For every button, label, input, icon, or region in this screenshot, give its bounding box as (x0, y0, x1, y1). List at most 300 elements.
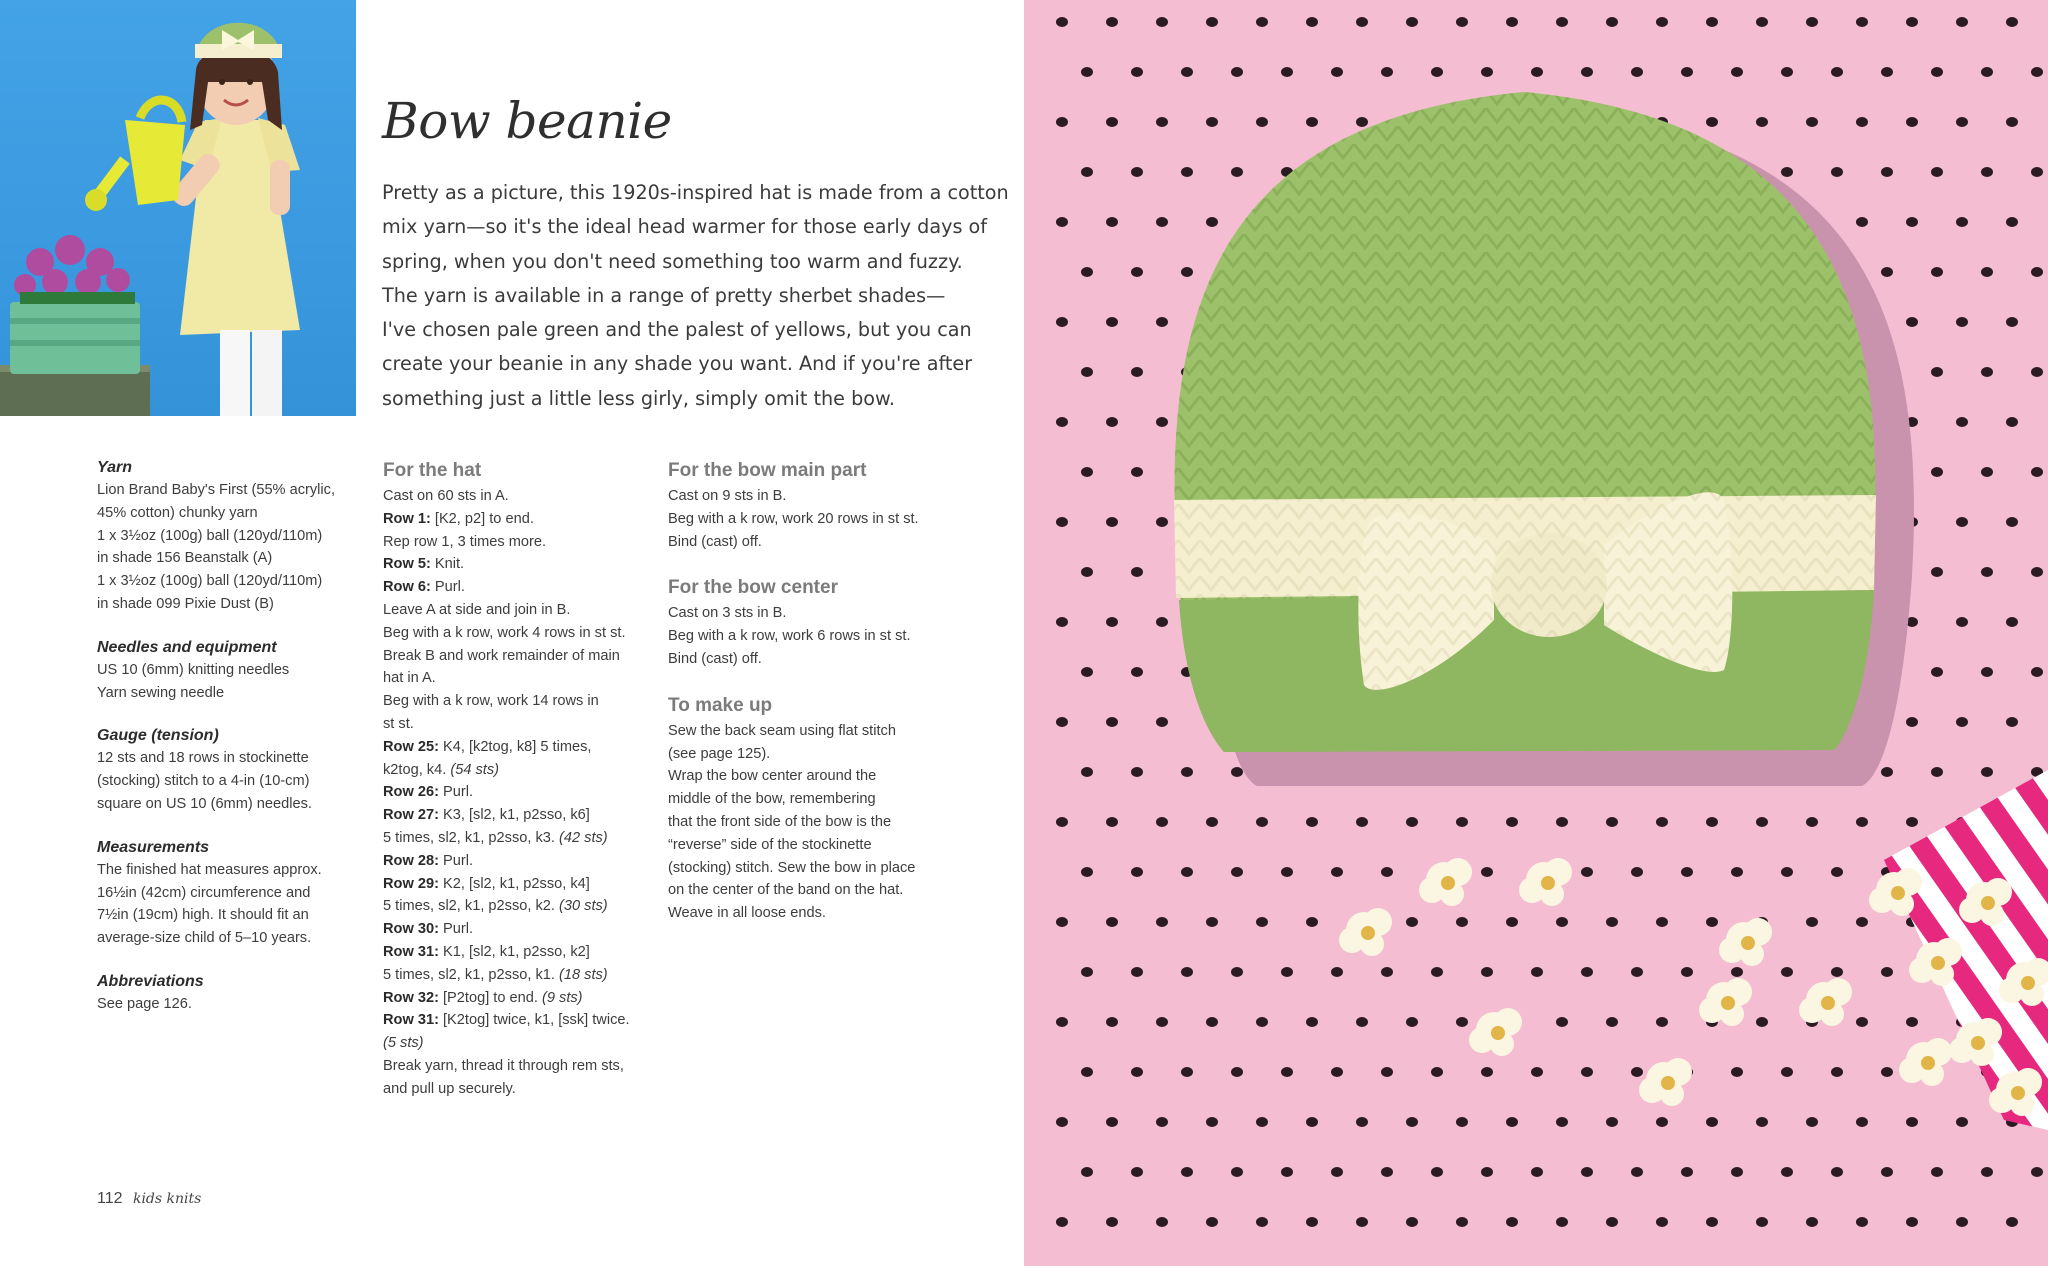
peg-hole (1506, 17, 1518, 27)
peg-hole (1206, 1117, 1218, 1127)
peg-hole (1156, 517, 1168, 527)
peg-hole (1581, 67, 1593, 77)
peg-hole (1081, 467, 1093, 477)
peg-hole (1081, 1167, 1093, 1177)
peg-hole (1906, 217, 1918, 227)
peg-hole (1756, 117, 1768, 127)
measurements-heading: Measurements (97, 838, 210, 856)
hat-instruction-line (383, 599, 648, 622)
hat-instruction-line (383, 1032, 648, 1055)
hat-instruction-line (383, 485, 648, 508)
peg-hole (1556, 1117, 1568, 1127)
intro-line: The yarn is available in a range of pretty sherbet shades— (382, 283, 946, 307)
popcorn-kernel (1469, 1008, 1522, 1056)
measurements-line: 16½in (42cm) circumference and (97, 884, 311, 901)
peg-hole (1281, 1167, 1293, 1177)
materials-column (97, 457, 347, 1037)
gauge-line: square on US 10 (6mm) needles. (97, 795, 312, 812)
peg-hole (1906, 317, 1918, 327)
beanie-photo (1024, 0, 2048, 1266)
peg-hole (1956, 17, 1968, 27)
peg-hole (1506, 1217, 1518, 1227)
peg-hole (1081, 67, 1093, 77)
peg-hole (1756, 1117, 1768, 1127)
row-text: Purl. (438, 784, 474, 801)
peg-hole (1981, 767, 1993, 777)
yarn-line: Lion Brand Baby's First (55% acrylic, (97, 482, 335, 498)
peg-hole (1756, 817, 1768, 827)
peg-hole (1856, 1117, 1868, 1127)
yarn-line: 45% cotton) chunky yarn (97, 504, 258, 521)
page-title: Bow beanie (382, 92, 672, 150)
bow-center-heading: For the bow center (668, 577, 838, 599)
yarn-line: in shade 099 Pixie Dust (B) (97, 595, 274, 612)
peg-hole (1956, 1117, 1968, 1127)
peg-hole (1531, 967, 1543, 977)
hat-instruction-line (383, 964, 648, 987)
peg-hole (1731, 967, 1743, 977)
peg-hole (1606, 817, 1618, 827)
make-up-line: middle of the bow, remembering (668, 791, 876, 808)
peg-hole (1906, 1117, 1918, 1127)
peg-hole (1131, 467, 1143, 477)
hat-instruction-line (383, 918, 648, 941)
peg-hole (1631, 1167, 1643, 1177)
gauge-line: 12 sts and 18 rows in stockinette (97, 750, 309, 767)
peg-hole (1581, 1167, 1593, 1177)
peg-hole (1056, 517, 1068, 527)
peg-hole (1331, 1167, 1343, 1177)
peg-hole (1106, 417, 1118, 427)
gauge-heading: Gauge (tension) (97, 727, 219, 745)
stitch-count: (42 sts) (559, 829, 608, 846)
peg-hole (1931, 767, 1943, 777)
peg-hole (2006, 17, 2018, 27)
measurements-line: average-size child of 5–10 years. (97, 930, 312, 947)
peg-hole (1056, 417, 1068, 427)
row-text: st st. (383, 715, 414, 732)
row-text: Knit. (430, 556, 465, 573)
peg-hole (1081, 567, 1093, 577)
peg-hole (1981, 467, 1993, 477)
peg-hole (1356, 117, 1368, 127)
peg-hole (1256, 1217, 1268, 1227)
peg-hole (1681, 967, 1693, 977)
peg-hole (1731, 1067, 1743, 1077)
peg-hole (1931, 667, 1943, 677)
peg-hole (1131, 567, 1143, 577)
peg-hole (1781, 1167, 1793, 1177)
abbreviations-heading: Abbreviations (97, 972, 204, 990)
peg-hole (1106, 717, 1118, 727)
peg-hole (1906, 117, 1918, 127)
peg-hole (1381, 1067, 1393, 1077)
peg-hole (1206, 1017, 1218, 1027)
peg-hole (1081, 367, 1093, 377)
peg-hole (1906, 1017, 1918, 1027)
peg-hole (1281, 867, 1293, 877)
peg-hole (1806, 1117, 1818, 1127)
peg-hole (1106, 117, 1118, 127)
hat-instruction-line (383, 850, 648, 873)
hat-instruction-line (383, 987, 648, 1010)
hat-instruction-line (383, 713, 648, 736)
peg-hole (1481, 867, 1493, 877)
peg-hole (1256, 817, 1268, 827)
peg-hole (1906, 17, 1918, 27)
peg-hole (1256, 17, 1268, 27)
peg-hole (1131, 367, 1143, 377)
popcorn-kernel (1799, 978, 1852, 1026)
peg-hole (1231, 1167, 1243, 1177)
peg-hole (1106, 817, 1118, 827)
row-text: Beg with a k row, work 14 rows in (383, 693, 599, 710)
peg-hole (1081, 267, 1093, 277)
popcorn-kernel (1519, 858, 1572, 906)
peg-hole (1106, 917, 1118, 927)
page-number: 112 (97, 1190, 123, 1207)
peg-hole (1706, 117, 1718, 127)
peg-hole (1181, 767, 1193, 777)
yarn-line: 1 x 3½oz (100g) ball (120yd/110m) (97, 527, 323, 544)
peg-hole (1056, 817, 1068, 827)
peg-hole (1331, 967, 1343, 977)
intro-paragraph (382, 176, 1009, 416)
peg-hole (1531, 1067, 1543, 1077)
peg-hole (1556, 917, 1568, 927)
peg-hole (1956, 317, 1968, 327)
peg-hole (1781, 167, 1793, 177)
hat-instruction-line (383, 941, 648, 964)
peg-hole (1931, 167, 1943, 177)
peg-hole (1956, 217, 1968, 227)
peg-hole (1731, 867, 1743, 877)
peg-hole (1131, 167, 1143, 177)
peg-hole (1856, 17, 1868, 27)
peg-hole (1831, 67, 1843, 77)
stitch-count: (18 sts) (559, 966, 608, 983)
peg-hole (1281, 67, 1293, 77)
peg-hole (1731, 1167, 1743, 1177)
row-label: Row 29: (383, 875, 439, 892)
peg-hole (2031, 467, 2043, 477)
peg-hole (1406, 17, 1418, 27)
peg-hole (1831, 1167, 1843, 1177)
make-up-line: Sew the back seam using flat stitch (668, 722, 896, 739)
peg-hole (1181, 867, 1193, 877)
intro-line: create your beanie in any shade you want. And if you're after (382, 352, 973, 376)
peg-hole (1606, 1217, 1618, 1227)
peg-hole (1456, 1117, 1468, 1127)
peg-hole (1631, 867, 1643, 877)
row-text: K4, [k2tog, k8] 5 times, (438, 738, 592, 755)
peg-hole (1456, 17, 1468, 27)
peg-hole (1556, 1017, 1568, 1027)
peg-hole (1606, 1017, 1618, 1027)
hat-instruction-line (383, 531, 648, 554)
peg-hole (1806, 1217, 1818, 1227)
peg-hole (1856, 217, 1868, 227)
hat-instruction-line (383, 781, 648, 804)
bow-instructions-column (668, 458, 948, 947)
intro-line: Pretty as a picture, this 1920s-inspired hat is made from a cotton (382, 181, 1009, 204)
popcorn-kernel (1339, 908, 1392, 956)
popcorn-kernel (1699, 978, 1752, 1026)
peg-hole (1281, 1067, 1293, 1077)
row-text: Purl. (438, 852, 474, 869)
peg-hole (1681, 1167, 1693, 1177)
peg-hole (1081, 167, 1093, 177)
peg-hole (1881, 267, 1893, 277)
peg-hole (1356, 1117, 1368, 1127)
row-label: Row 6: (383, 579, 431, 596)
row-label: Row 31: (383, 1012, 439, 1029)
make-up-line: (see page 125). (668, 745, 771, 762)
peg-hole (1731, 67, 1743, 77)
peg-hole (2006, 617, 2018, 627)
peg-hole (1906, 817, 1918, 827)
peg-hole (1381, 1167, 1393, 1177)
peg-hole (1831, 867, 1843, 877)
peg-hole (1931, 567, 1943, 577)
peg-hole (1056, 317, 1068, 327)
peg-hole (1081, 867, 1093, 877)
intro-line: I've chosen pale green and the palest of yellows, but you can (382, 318, 972, 342)
peg-hole (1856, 917, 1868, 927)
child-photo (0, 0, 356, 416)
row-text: Cast on 60 sts in A. (383, 488, 509, 504)
row-label: Row 28: (383, 852, 439, 869)
row-text: [K2tog] twice, k1, [ssk] twice. (438, 1012, 630, 1029)
peg-hole (1881, 767, 1893, 777)
peg-hole (1056, 1017, 1068, 1027)
hat-instruction-line (383, 759, 648, 782)
needles-line: US 10 (6mm) knitting needles (97, 661, 290, 678)
make-up-section (668, 693, 948, 925)
peg-hole (1931, 1167, 1943, 1177)
make-up-heading: To make up (668, 694, 773, 716)
peg-hole (1231, 867, 1243, 877)
peg-hole (2006, 417, 2018, 427)
row-label: Row 1: (383, 510, 431, 527)
needles-heading: Needles and equipment (97, 638, 277, 656)
peg-hole (1756, 17, 1768, 27)
peg-hole (1256, 117, 1268, 127)
peg-hole (1106, 17, 1118, 27)
bow-center-line: Bind (cast) off. (668, 650, 762, 667)
peg-hole (1206, 1217, 1218, 1227)
peg-hole (1506, 817, 1518, 827)
bow-center-line: Cast on 3 sts in B. (668, 605, 787, 622)
peg-hole (1131, 67, 1143, 77)
peg-hole (1631, 67, 1643, 77)
peg-hole (1756, 1217, 1768, 1227)
peg-hole (1706, 17, 1718, 27)
peg-hole (1381, 867, 1393, 877)
peg-hole (1431, 1067, 1443, 1077)
peg-hole (1231, 67, 1243, 77)
peg-hole (1506, 1117, 1518, 1127)
peg-hole (1131, 267, 1143, 277)
peg-hole (2031, 67, 2043, 77)
child-watering-flowers-image (0, 0, 356, 416)
hat-instructions (383, 485, 648, 1101)
peg-hole (2031, 567, 2043, 577)
peg-hole (1556, 817, 1568, 827)
peg-hole (1231, 167, 1243, 177)
peg-hole (1881, 167, 1893, 177)
peg-hole (1081, 967, 1093, 977)
bow-center-section (668, 575, 948, 670)
hat-instruction-line (383, 1078, 648, 1101)
peg-hole (1156, 1117, 1168, 1127)
row-text: Break yarn, thread it through rem sts, (383, 1057, 624, 1074)
hat-instruction-line (383, 645, 648, 668)
peg-hole (1131, 1067, 1143, 1077)
peg-hole (1481, 1167, 1493, 1177)
peg-hole (1431, 967, 1443, 977)
peg-hole (1181, 1167, 1193, 1177)
peg-hole (1856, 1017, 1868, 1027)
peg-hole (1181, 1067, 1193, 1077)
peg-hole (1056, 917, 1068, 927)
peg-hole (1981, 67, 1993, 77)
bow-main-line: Beg with a k row, work 20 rows in st st. (668, 510, 919, 527)
row-label: Row 31: (383, 943, 439, 960)
popcorn-kernel (1419, 858, 1472, 906)
peg-hole (1156, 917, 1168, 927)
peg-hole (1781, 1067, 1793, 1077)
popcorn-kernel (1899, 1038, 1952, 1086)
peg-hole (1956, 517, 1968, 527)
peg-hole (1106, 517, 1118, 527)
yarn-line: 1 x 3½oz (100g) ball (120yd/110m) (97, 573, 323, 590)
hat-instruction-line (383, 508, 648, 531)
row-text: Break B and work remainder of main (383, 647, 620, 664)
peg-hole (1131, 1167, 1143, 1177)
make-up-line: “reverse” side of the stockinette (668, 836, 872, 853)
peg-hole (1431, 67, 1443, 77)
needles-line: Yarn sewing needle (97, 684, 225, 701)
peg-hole (1156, 617, 1168, 627)
hat-instruction-line (383, 667, 648, 690)
peg-hole (1981, 1167, 1993, 1177)
hat-instruction-line (383, 576, 648, 599)
make-up-line: Wrap the bow center around the (668, 768, 877, 785)
peg-hole (1956, 617, 1968, 627)
peg-hole (1056, 1117, 1068, 1127)
peg-hole (1406, 1117, 1418, 1127)
peg-hole (1056, 717, 1068, 727)
peg-hole (1381, 67, 1393, 77)
peg-hole (1881, 1067, 1893, 1077)
peg-hole (1206, 217, 1218, 227)
peg-hole (1781, 967, 1793, 977)
make-up-line: that the front side of the bow is the (668, 813, 892, 830)
page-footer (97, 1190, 201, 1208)
hat-instruction-line (383, 553, 648, 576)
peg-hole (1156, 1217, 1168, 1227)
peg-hole (1056, 117, 1068, 127)
hat-instruction-line (383, 873, 648, 896)
peg-hole (1656, 1017, 1668, 1027)
peg-hole (1406, 1017, 1418, 1027)
bow-center-line: Beg with a k row, work 6 rows in st st. (668, 628, 911, 645)
peg-hole (1581, 1067, 1593, 1077)
peg-hole (1706, 1217, 1718, 1227)
hat-instruction-line (383, 827, 648, 850)
peg-hole (1056, 1217, 1068, 1227)
peg-hole (1131, 667, 1143, 677)
peg-hole (1156, 117, 1168, 127)
peg-hole (1356, 817, 1368, 827)
running-title: kids knits (132, 1191, 202, 1207)
peg-hole (1306, 817, 1318, 827)
peg-hole (1406, 917, 1418, 927)
peg-hole (1106, 1017, 1118, 1027)
stitch-count: (5 sts) (383, 1035, 424, 1052)
peg-hole (1456, 1217, 1468, 1227)
peg-hole (1256, 1117, 1268, 1127)
peg-hole (1931, 367, 1943, 377)
peg-hole (1956, 717, 1968, 727)
peg-hole (1806, 817, 1818, 827)
make-up-line: Weave in all loose ends. (668, 905, 826, 922)
peg-hole (1306, 1217, 1318, 1227)
peg-hole (1156, 417, 1168, 427)
peg-hole (1306, 917, 1318, 927)
row-label: Row 5: (383, 556, 431, 573)
measurements-spec (97, 837, 347, 950)
peg-hole (1156, 817, 1168, 827)
peg-hole (1856, 1217, 1868, 1227)
peg-hole (1556, 1217, 1568, 1227)
row-label: Row 26: (383, 784, 439, 801)
abbreviations-spec (97, 971, 347, 1016)
peg-hole (1806, 17, 1818, 27)
hat-instruction-line (383, 690, 648, 713)
peg-hole (1831, 167, 1843, 177)
peg-hole (1181, 167, 1193, 177)
peg-hole (1656, 917, 1668, 927)
peg-hole (1581, 967, 1593, 977)
peg-hole (1331, 1067, 1343, 1077)
peg-hole (1606, 1117, 1618, 1127)
peg-hole (1356, 17, 1368, 27)
row-text: Purl. (438, 921, 474, 938)
peg-hole (1156, 217, 1168, 227)
peg-hole (1531, 1167, 1543, 1177)
row-text: Leave A at side and join in B. (383, 601, 571, 618)
peg-hole (2031, 1167, 2043, 1177)
gauge-spec (97, 725, 347, 815)
peg-hole (1056, 217, 1068, 227)
peg-hole (1306, 1117, 1318, 1127)
row-text: k2tog, k4. (383, 761, 451, 778)
peg-hole (1781, 67, 1793, 77)
peg-hole (1756, 1017, 1768, 1027)
peg-hole (2031, 667, 2043, 677)
peg-hole (1881, 67, 1893, 77)
make-up-line: on the center of the band on the hat. (668, 882, 904, 899)
peg-hole (1956, 1217, 1968, 1227)
hat-instruction-line (383, 895, 648, 918)
stitch-count: (30 sts) (559, 898, 608, 915)
row-text: 5 times, sl2, k1, p2sso, k3. (383, 829, 560, 846)
peg-hole (1806, 117, 1818, 127)
row-label: Row 25: (383, 738, 439, 755)
peg-hole (1106, 217, 1118, 227)
